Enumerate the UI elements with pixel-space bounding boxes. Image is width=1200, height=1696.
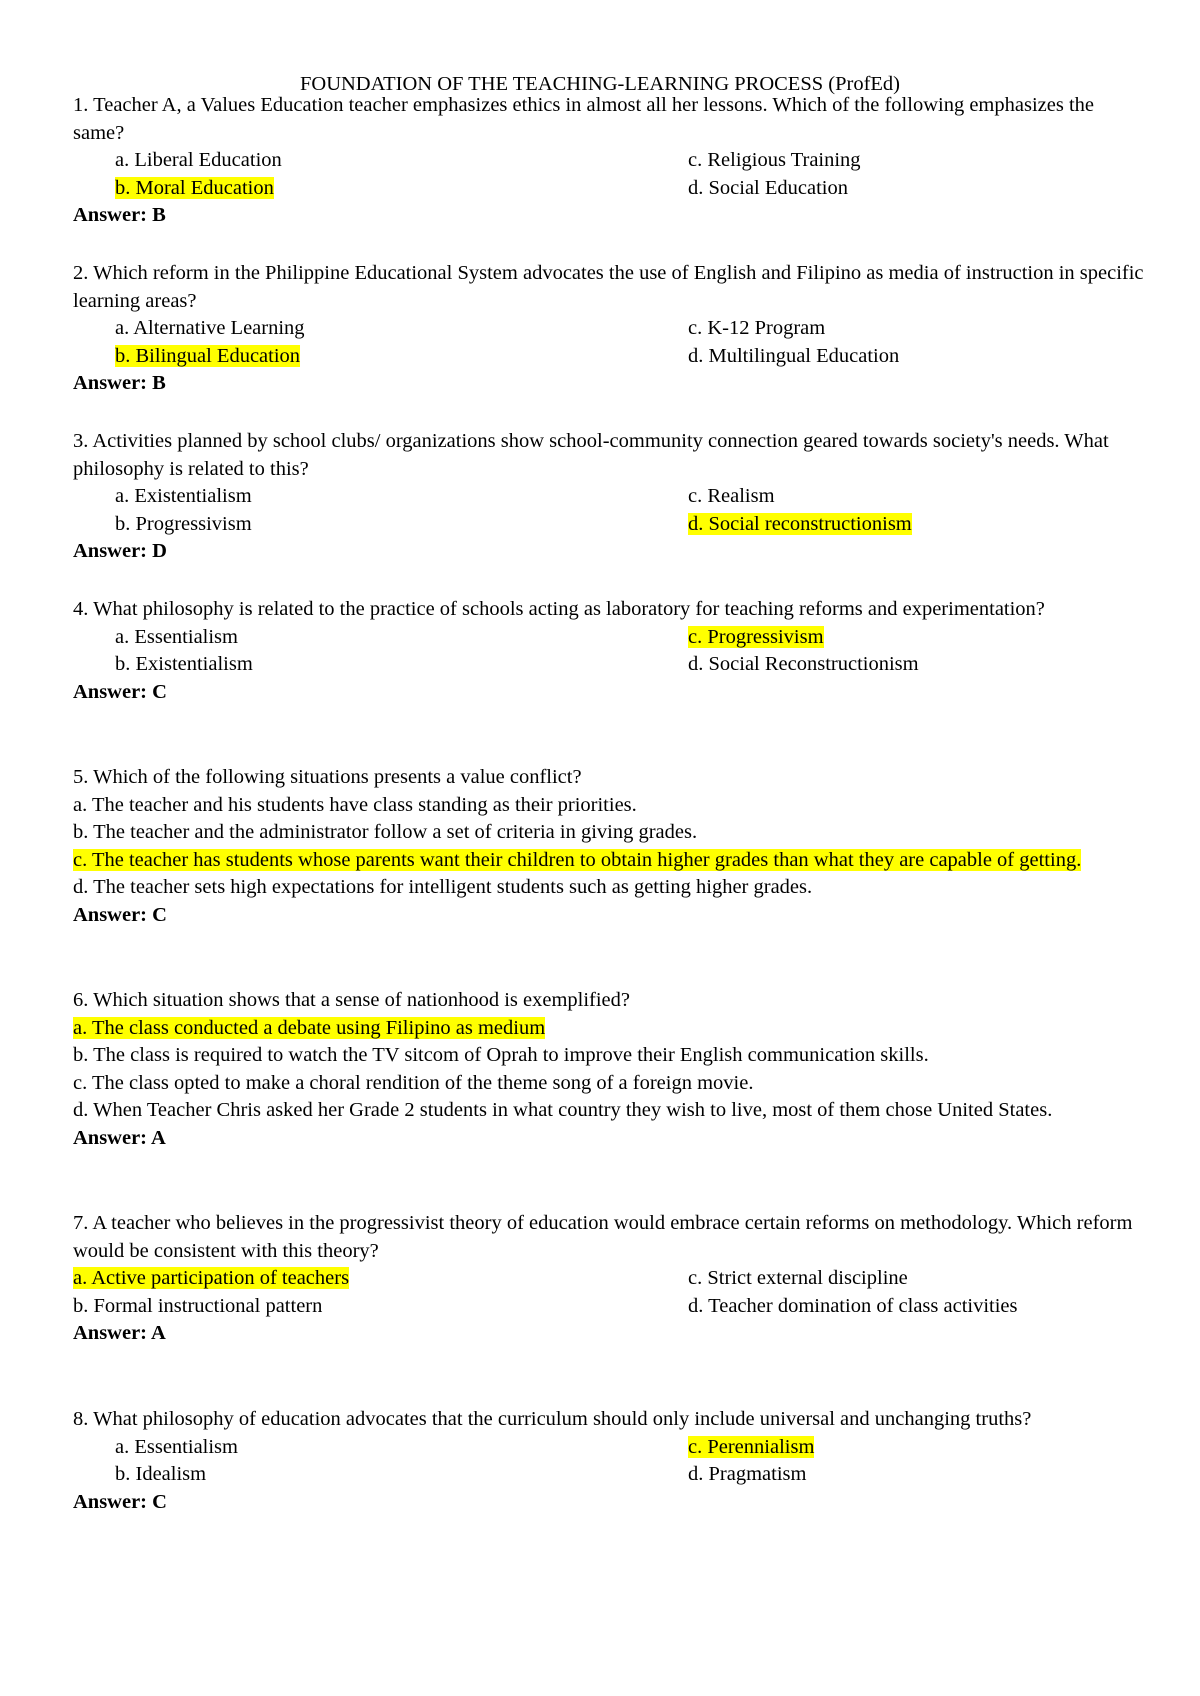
option-c: c. Realism (688, 485, 775, 507)
option-a: a. Existentialism (115, 485, 252, 507)
question-text: 3. Activities planned by school clubs/ organizations show school-community connection geared towards society's needs. What philosophy is related to this? (73, 430, 1109, 480)
options (115, 147, 1148, 202)
answer-key: Answer: C (73, 1490, 167, 1513)
question-text: 1. Teacher A, a Values Education teacher emphasizes ethics in almost all her lessons. Which of the following emphasizes the same? (73, 94, 1094, 144)
option-d: d. Teacher domination of class activities (688, 1294, 1018, 1317)
option-b: b. Formal instructional pattern (73, 1294, 323, 1317)
question-1 (73, 92, 1148, 230)
question-3 (73, 428, 1148, 566)
options (115, 1434, 1148, 1489)
option-c: c. The class opted to make a choral rendition of the theme song of a foreign movie. (73, 1071, 754, 1094)
option-b: b. Idealism (115, 1463, 207, 1485)
options (73, 1265, 1148, 1320)
answer-key: Answer: D (73, 540, 167, 562)
option-b: b. The teacher and the administrator follow a set of criteria in giving grades. (73, 821, 698, 843)
option-a: a. Essentialism (115, 1435, 238, 1458)
option-b-correct: b. Moral Education (115, 176, 274, 199)
answer-key: Answer: C (73, 680, 167, 703)
option-d: d. Multilingual Education (688, 344, 900, 367)
option-a-correct: a. The class conducted a debate using Filipino as medium (73, 1016, 546, 1039)
options (115, 315, 1148, 370)
option-c: c. K-12 Program (688, 317, 826, 339)
answer-key: Answer: A (73, 1126, 166, 1149)
option-d: d. The teacher sets high expectations for intelligent students such as getting higher grades. (73, 876, 813, 898)
options (73, 1015, 1148, 1125)
option-b-correct: b. Bilingual Education (115, 344, 301, 367)
option-d: d. Pragmatism (688, 1463, 807, 1485)
question-text: 5. Which of the following situations presents a value conflict? (73, 766, 582, 788)
option-a: a. The teacher and his students have class standing as their priorities. (73, 793, 637, 816)
option-c-correct: c. Progressivism (688, 625, 824, 648)
option-d: d. When Teacher Chris asked her Grade 2 students in what country they wish to live, most of them chose United States. (73, 1099, 1053, 1121)
question-text: 6. Which situation shows that a sense of nationhood is exemplified? (73, 989, 631, 1011)
question-text: 4. What philosophy is related to the practice of schools acting as laboratory for teaching reforms and experimentation? (73, 598, 1045, 620)
options (73, 792, 1148, 902)
option-d: d. Social Reconstructionism (688, 653, 919, 675)
question-4 (73, 596, 1148, 706)
question-2 (73, 260, 1148, 398)
question-text: 7. A teacher who believes in the progressivist theory of education would embrace certain reforms on methodology. Which reform would be consistent with this theory? (73, 1212, 1133, 1262)
question-6 (73, 987, 1148, 1152)
question-text: 8. What philosophy of education advocates that the curriculum should only include universal and unchanging truths? (73, 1408, 1032, 1430)
answer-key: Answer: C (73, 903, 167, 926)
page-title: FOUNDATION OF THE TEACHING-LEARNING PROCESS (ProfEd) (299, 73, 900, 95)
options (115, 483, 1148, 538)
option-d: d. Social Education (688, 176, 848, 199)
option-c: c. Strict external discipline (688, 1267, 908, 1289)
option-c-correct: c. The teacher has students whose parents want their children to obtain higher grades than what they are capable of getting. (73, 848, 1082, 871)
answer-key: Answer: B (73, 372, 166, 394)
option-a: a. Liberal Education (115, 149, 282, 171)
question-8 (73, 1406, 1148, 1516)
option-b: b. Progressivism (115, 512, 252, 535)
question-5 (73, 764, 1148, 929)
option-c-correct: c. Perennialism (688, 1435, 815, 1458)
option-d-correct: d. Social reconstructionism (688, 512, 912, 535)
option-b: b. The class is required to watch the TV sitcom of Oprah to improve their English communication skills. (73, 1044, 929, 1066)
option-b: b. Existentialism (115, 653, 253, 675)
answer-key: Answer: B (73, 204, 166, 226)
option-a: a. Essentialism (115, 625, 238, 648)
answer-key: Answer: A (73, 1322, 166, 1344)
question-7 (73, 1210, 1148, 1348)
options (115, 624, 1148, 679)
option-a-correct: a. Active participation of teachers (73, 1267, 350, 1289)
option-a: a. Alternative Learning (115, 317, 305, 339)
question-text: 2. Which reform in the Philippine Educational System advocates the use of English and Filipino as media of instruction in specific learning areas? (73, 262, 1144, 312)
option-c: c. Religious Training (688, 149, 861, 171)
